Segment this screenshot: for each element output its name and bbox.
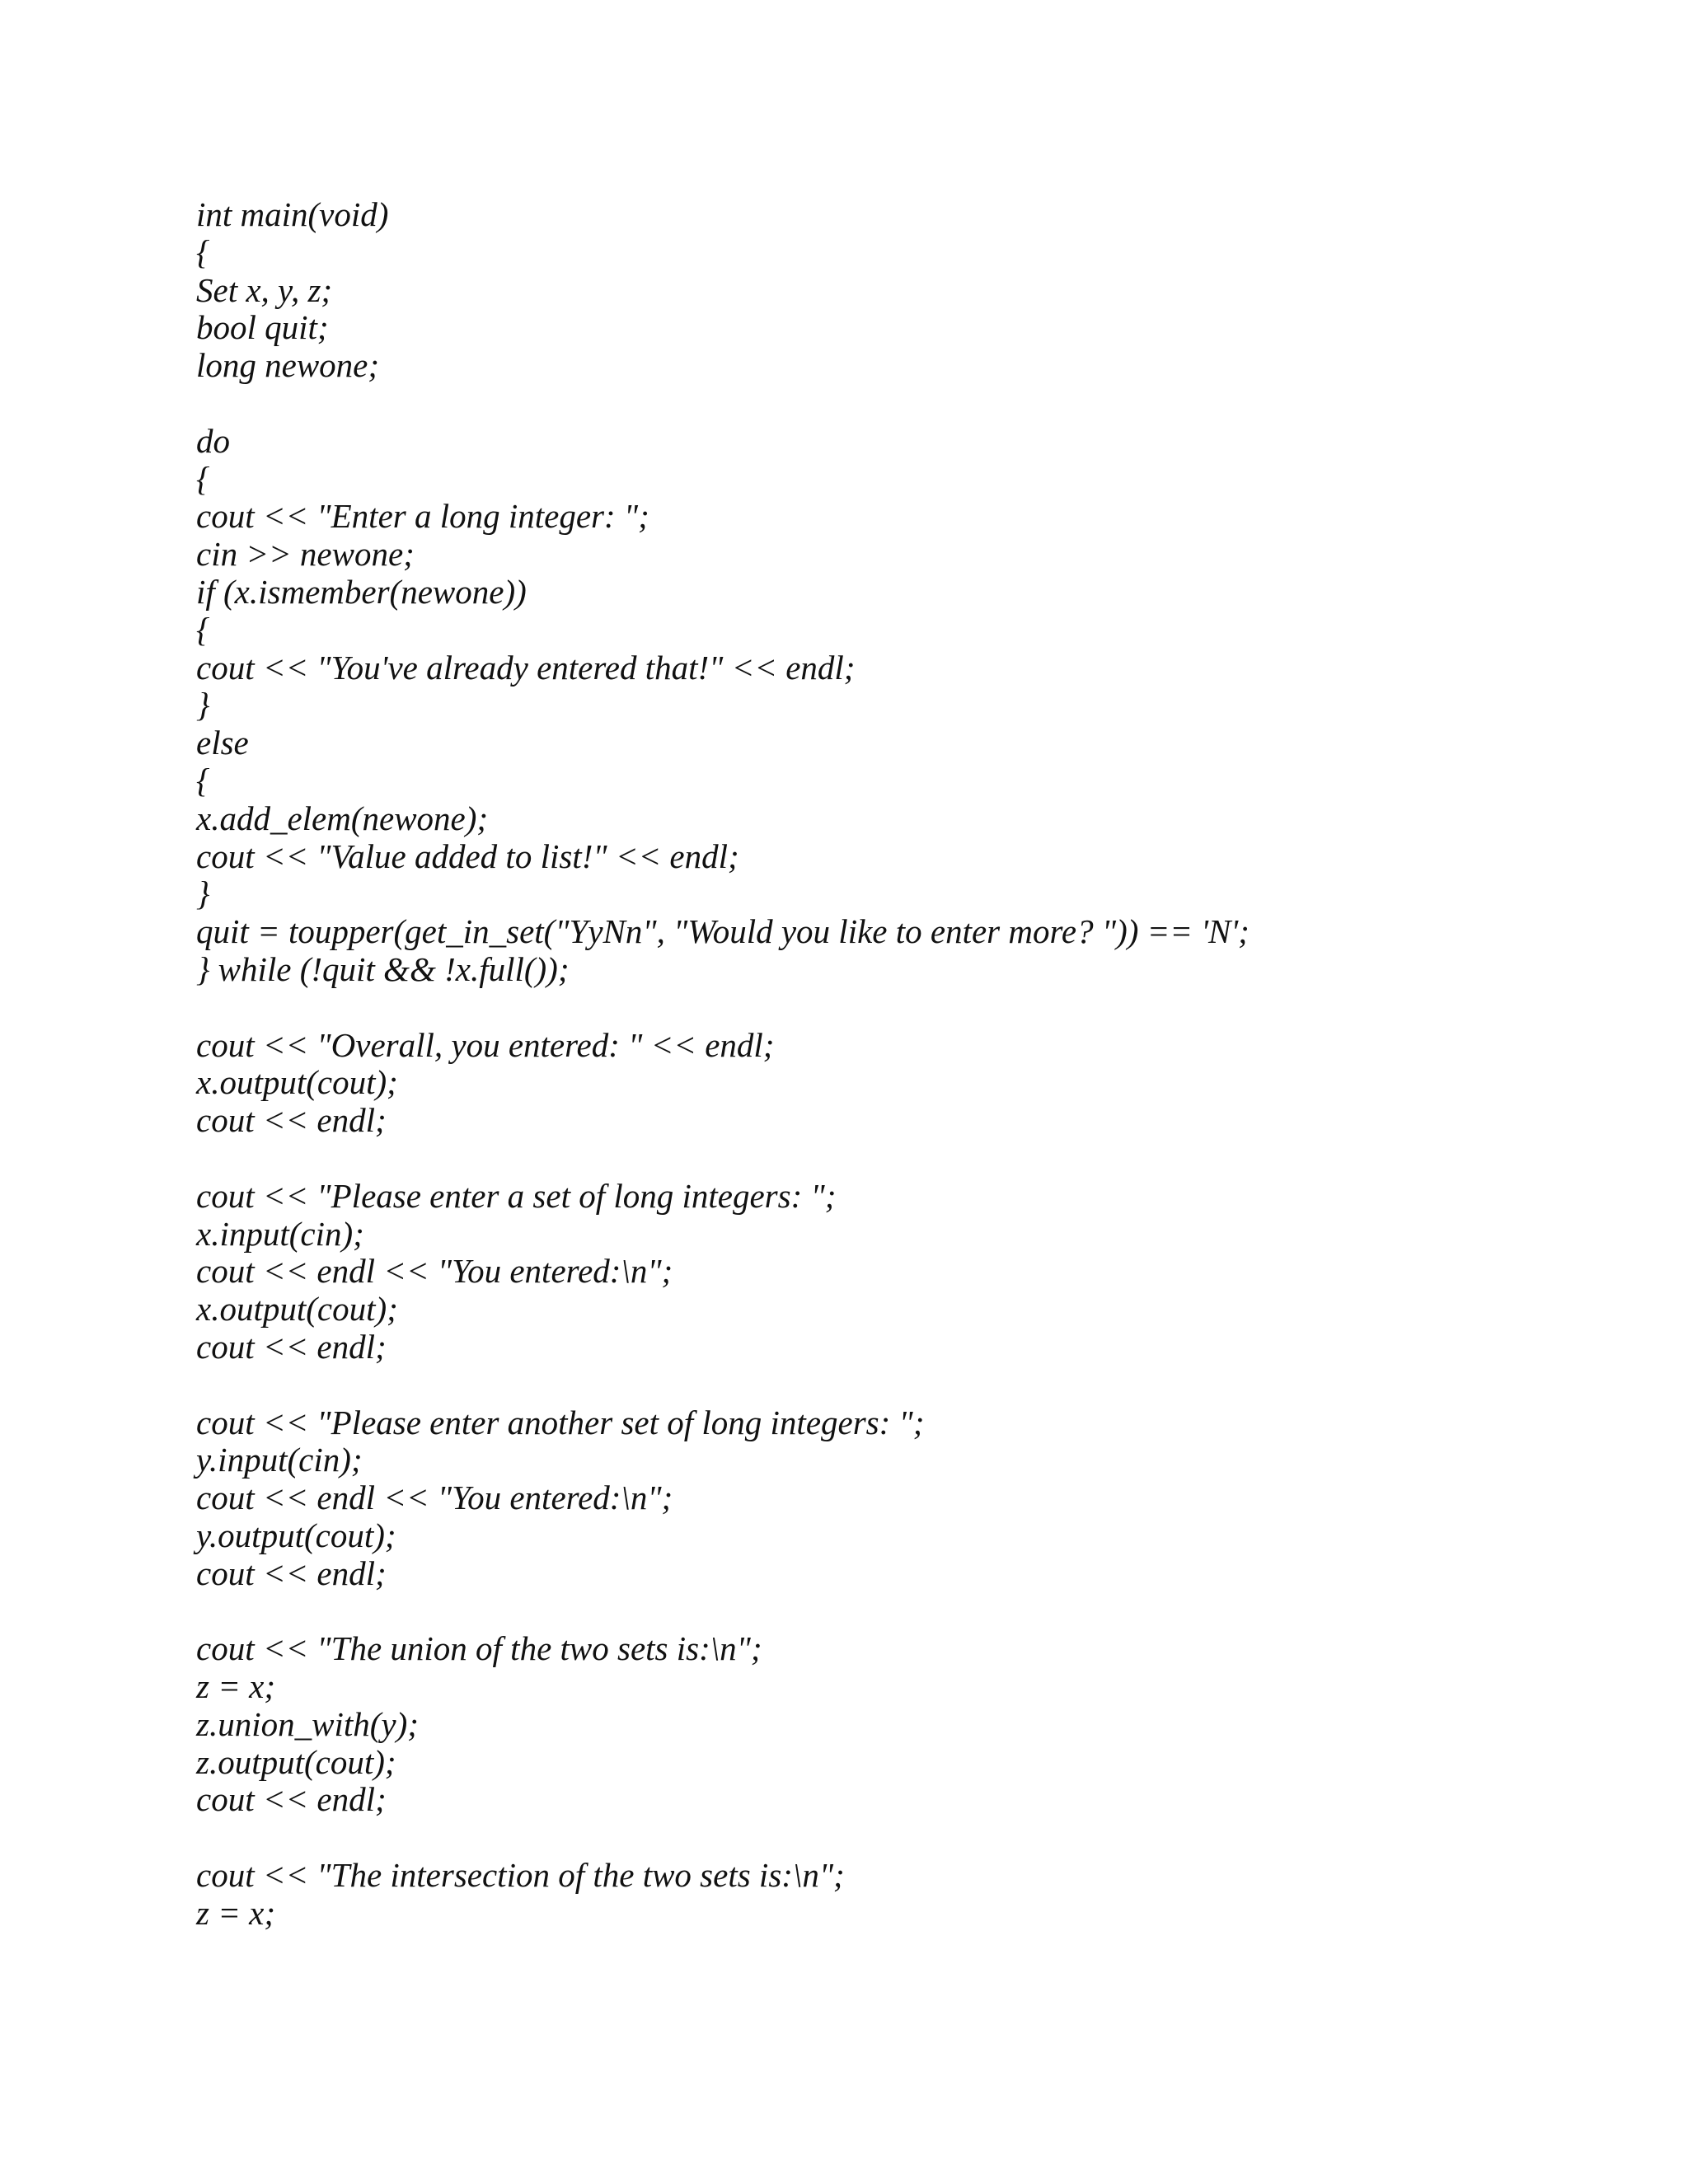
code-line: cout << "Value added to list!" << endl;: [196, 837, 739, 875]
code-line: x.add_elem(newone);: [196, 799, 489, 837]
code-line: long newone;: [196, 346, 380, 385]
code-line: cout << endl;: [196, 1780, 387, 1819]
code-line: quit = toupper(get_in_set("YyNn", "Would you like to enter more? ")) == 'N';: [196, 912, 1250, 951]
code-line: cout << endl;: [196, 1327, 387, 1366]
blank-line: [196, 989, 1250, 1027]
code-line: }: [196, 686, 210, 724]
code-listing: [196, 196, 1250, 1933]
code-line: else: [196, 724, 249, 762]
code-line: y.output(cout);: [196, 1516, 396, 1554]
code-line: do: [196, 421, 230, 460]
code-line: cout << "You've already entered that!" << endl;: [196, 648, 856, 687]
code-line: z.output(cout);: [196, 1742, 396, 1781]
code-line: cout << "The intersection of the two sets is:\n";: [196, 1856, 845, 1895]
code-line: {: [196, 232, 210, 271]
code-line: {: [196, 761, 210, 799]
blank-line: [196, 1819, 1250, 1857]
code-line: x.output(cout);: [196, 1063, 398, 1102]
code-line: x.input(cin);: [196, 1214, 364, 1253]
code-line: cout << endl << "You entered:\n";: [196, 1479, 673, 1517]
code-line: cout << "Please enter a set of long integers: ";: [196, 1176, 837, 1215]
code-line: cin >> newone;: [196, 535, 415, 574]
blank-line: [196, 1592, 1250, 1630]
code-line: cout << "The union of the two sets is:\n";: [196, 1629, 762, 1668]
code-line: } while (!quit && !x.full());: [196, 949, 570, 988]
code-line: Set x, y, z;: [196, 270, 333, 309]
code-line: }: [196, 874, 210, 913]
code-line: cout << "Overall, you entered: " << endl;: [196, 1025, 775, 1064]
code-line: z.union_with(y);: [196, 1704, 419, 1743]
code-line: cout << endl;: [196, 1101, 387, 1140]
code-line: x.output(cout);: [196, 1290, 398, 1329]
code-line: cout << endl;: [196, 1554, 387, 1592]
code-line: y.input(cin);: [196, 1441, 363, 1479]
blank-line: [196, 1366, 1250, 1404]
code-line: {: [196, 610, 210, 649]
code-line: int main(void): [196, 195, 389, 233]
code-line: cout << "Please enter another set of long integers: ";: [196, 1403, 925, 1441]
code-line: z = x;: [196, 1667, 275, 1706]
code-line: {: [196, 459, 210, 498]
code-line: cout << endl << "You entered:\n";: [196, 1252, 673, 1291]
code-line: if (x.ismember(newone)): [196, 572, 527, 611]
code-line: bool quit;: [196, 308, 329, 347]
code-line: cout << "Enter a long integer: ";: [196, 497, 649, 536]
blank-line: [196, 385, 1250, 423]
code-line: z = x;: [196, 1893, 275, 1932]
blank-line: [196, 1140, 1250, 1178]
